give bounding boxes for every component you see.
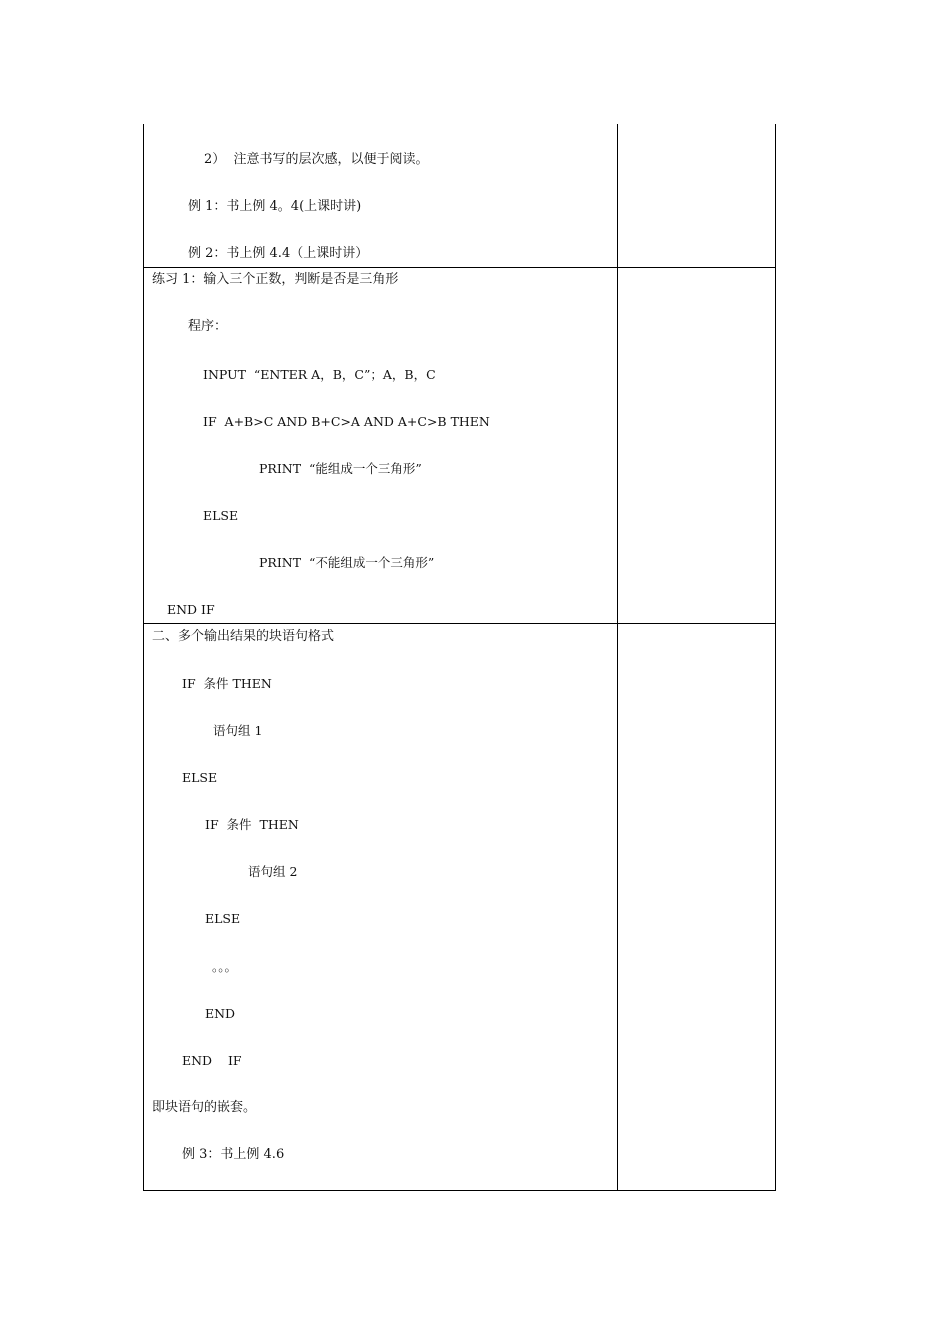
code-line-print-no: PRINT “不能组成一个三角形” [259, 555, 435, 570]
syntax-summary: 即块语句的嵌套。 [152, 1100, 257, 1115]
code-line-if: IF A+B>C AND B+C>A AND A+C>B THEN [203, 414, 490, 429]
code-line-else: ELSE [203, 508, 239, 523]
row1-example-2: 例 2：书上例 4.4（上课时讲） [188, 246, 369, 261]
table-border-bottom [143, 1190, 776, 1191]
row-divider-1 [143, 267, 776, 268]
syntax-ellipsis: 。。。 [212, 959, 238, 974]
table-border-right [775, 124, 776, 1191]
syntax-nested-if: IF 条件 THEN [205, 817, 299, 832]
code-line-print-yes: PRINT “能组成一个三角形” [259, 461, 422, 476]
syntax-block-1: 语句组 1 [213, 723, 263, 738]
syntax-else: ELSE [182, 770, 218, 785]
code-line-input: INPUT “ENTER A，B，C”；A，B，C [203, 367, 436, 382]
table-border-left [143, 124, 144, 1191]
syntax-if: IF 条件 THEN [182, 676, 272, 691]
program-label: 程序： [188, 319, 228, 334]
row-divider-2 [143, 623, 776, 624]
row1-example-1: 例 1：书上例 4。4(上课时讲) [188, 199, 362, 214]
row3-example: 例 3：书上例 4.6 [182, 1147, 285, 1162]
syntax-nested-else: ELSE [205, 911, 241, 926]
row1-note: 2） 注意书写的层次感，以便于阅读。 [204, 152, 429, 167]
syntax-end-if: END IF [182, 1053, 242, 1068]
syntax-block-2: 语句组 2 [248, 864, 298, 879]
syntax-nested-end: END [205, 1006, 236, 1021]
section-title: 二、多个输出结果的块语句格式 [152, 629, 335, 644]
table-column-divider [617, 124, 618, 1191]
code-line-endif: END IF [167, 602, 215, 617]
exercise-title: 练习 1：输入三个正数，判断是否是三角形 [152, 272, 399, 287]
